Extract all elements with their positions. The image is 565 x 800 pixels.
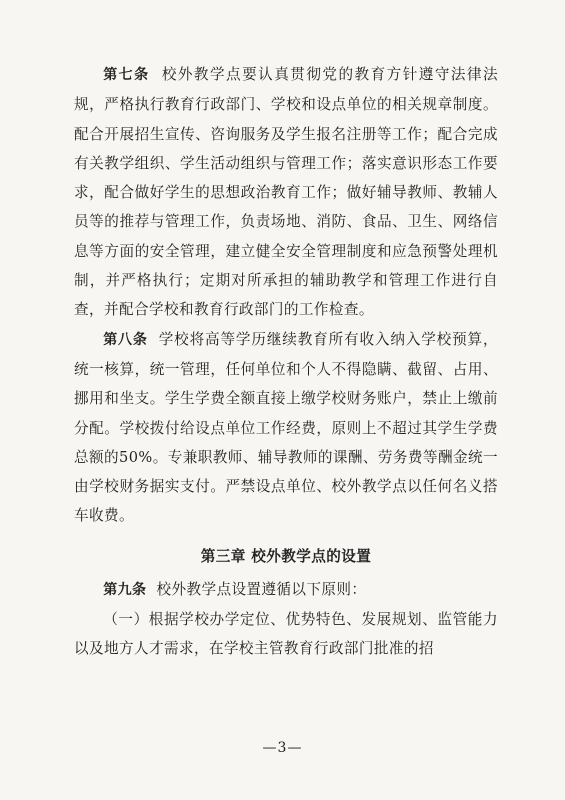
article-7-text: 校外教学点要认真贯彻党的教育方针遵守法律法规，严格执行教育行政部门、学校和设点单位的相关规章制度。配合开展招生宣传、咨询服务及学生报名注册等工作；配合完成有关教学组织、学生活动组织与管理工作；落实意识形态工作要求，配合做好学生的思想政治教育工作；做好辅导教师、教辅人员等的推荐与管理工作，负责场地、消防、食品、卫生、网络信息等方面的安全管理，建立健全安全管理制度和应急预警处理机制，并严格执行；定期对所承担的辅助教学和管理工作进行自查，并配合学校和教育行政部门的工作检查。 bbox=[74, 66, 499, 319]
chapter-heading: 第三章 校外教学点的设置 bbox=[200, 547, 372, 565]
article-9-label: 第九条 bbox=[103, 581, 147, 598]
article-8 bbox=[74, 325, 498, 531]
article-8-label: 第八条 bbox=[103, 331, 148, 348]
article-7-label: 第七条 bbox=[103, 67, 150, 83]
page-number: —3— bbox=[262, 740, 303, 756]
document-body bbox=[74, 60, 498, 664]
article-8-text: 学校将高等学历继续教育所有收入纳入学校预算，统一核算，统一管理，任何单位和个人不得隐瞒、截留、占用、挪用和坐支。学生学费全额直接上缴学校财务账户，禁止上缴前分配。学校拨付给设点单位工作经费，原则上不超过其学生学费总额的50%。专兼职教师、辅导教师的课酬、劳务费等酬金统一由学校财务据实支付。严禁设点单位、校外教学点以任何名义搭车收费。 bbox=[74, 330, 498, 525]
article-9 bbox=[74, 575, 498, 605]
article-7 bbox=[74, 60, 498, 325]
article-9-item-1: （一）根据学校办学定位、优势特色、发展规划、监管能力以及地方人才需求，在学校主管教育行政部门批准的招 bbox=[74, 611, 498, 658]
article-9-text: 校外教学点设置遵循以下原则： bbox=[156, 580, 367, 598]
